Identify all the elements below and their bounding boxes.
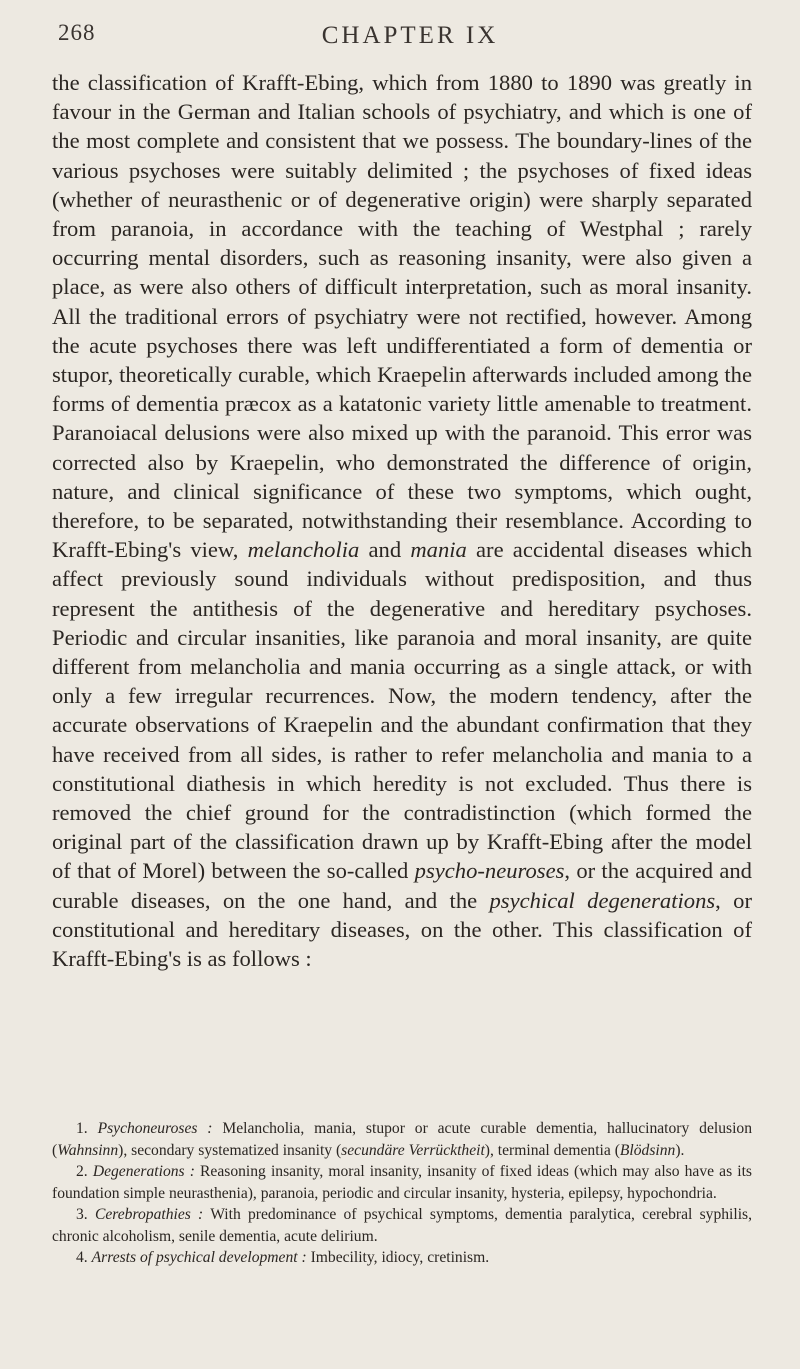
term-psycho-neuroses: psycho-neuroses [414,858,565,884]
main-text [52,68,752,973]
classification-item: 1. Psychoneuroses : Melancholia, mania, stupor or acute curable dementia, hallucinatory delusion (Wahnsinn), secondary systematized insanity (secundäre Verrücktheit), terminal dementia (Blödsinn). [52,1120,752,1159]
page-header [0,20,800,56]
text-run: , or the acquired and curable diseases, on the one hand, and the [52,858,752,913]
text-run: , or constitutional and hereditary diseases, on the other. This classification of Krafft-Ebing's is as follows : [52,887,752,972]
text-run: the classification of Krafft-Ebing, which from 1880 to 1890 was greatly in favour in the German and Italian schools of psychiatry, and which is one of the most complete and consistent that we possess. The boundary-lines of the various psychoses were suitably delimited ; the psychoses of fixed ideas (whether of neurasthenic or of degenerative origin) were sharply separated from paranoia, in accordance with the teaching of Westphal ; rarely occurring mental disorders, such as reasoning insanity, were also given a place, as were also others of difficult interpretation, such as moral insanity. All the traditional errors of psychiatry were not rectified, however. Among the acute psychoses there was left undifferentiated a form of dementia or stupor, theoretically curable, which Kraepelin afterwards included among the forms of dementia præcox as a katatonic variety little amenable to treatment. Paranoiacal delusions were also mixed up with the paranoid. This error was corrected also by Kraepelin, who demonstrated the difference of origin, nature, and clinical significance of these two symptoms, which ought, therefore, to be separated, notwithstanding their resemblance. According to Krafft-Ebing's view, [52,70,752,563]
text-run: are accidental diseases which affect previously sound individuals without predisposition, and thus represent the antithesis of the degenerative and hereditary psychoses. Periodic and circular insanities, like paranoia and moral insanity, are quite different from melancholia and mania occurring as a single attack, or with only a few irregular recurrences. Now, the modern tendency, after the accurate observations of Kraepelin and the abundant confirmation that they have received from all sides, is rather to refer melancholia and mania to a constitutional diathesis in which heredity is not excluded. Thus there is removed the chief ground for the contradistinction (which formed the original part of the classification drawn up by Krafft-Ebing after the model of that of Morel) between the so-called [52,537,752,884]
body-paragraph [52,68,752,973]
classification-item: 3. Cerebropathies : With predominance of psychical symptoms, dementia paralytica, cerebral syphilis, chronic alcoholism, senile dementia, acute delirium. [52,1206,753,1245]
classification-item: 4. Arrests of psychical development : Imbecility, idiocy, cretinism. [76,1249,490,1266]
term-melancholia: melancholia [247,537,360,563]
running-head: CHAPTER IX [321,22,499,49]
text-run: and [359,537,411,563]
term-mania: mania [410,537,467,563]
page-number: 268 [58,20,96,45]
classification-item: 2. Degenerations : Reasoning insanity, moral insanity, insanity of fixed ideas (which may also have as its foundation simple neurasthenia), paranoia, periodic and circular insanity, hysteria, epilepsy, hypochondria. [52,1163,752,1202]
classification-list [52,1118,752,1269]
term-psychical-degenerations: psychical degenerations [489,887,716,913]
